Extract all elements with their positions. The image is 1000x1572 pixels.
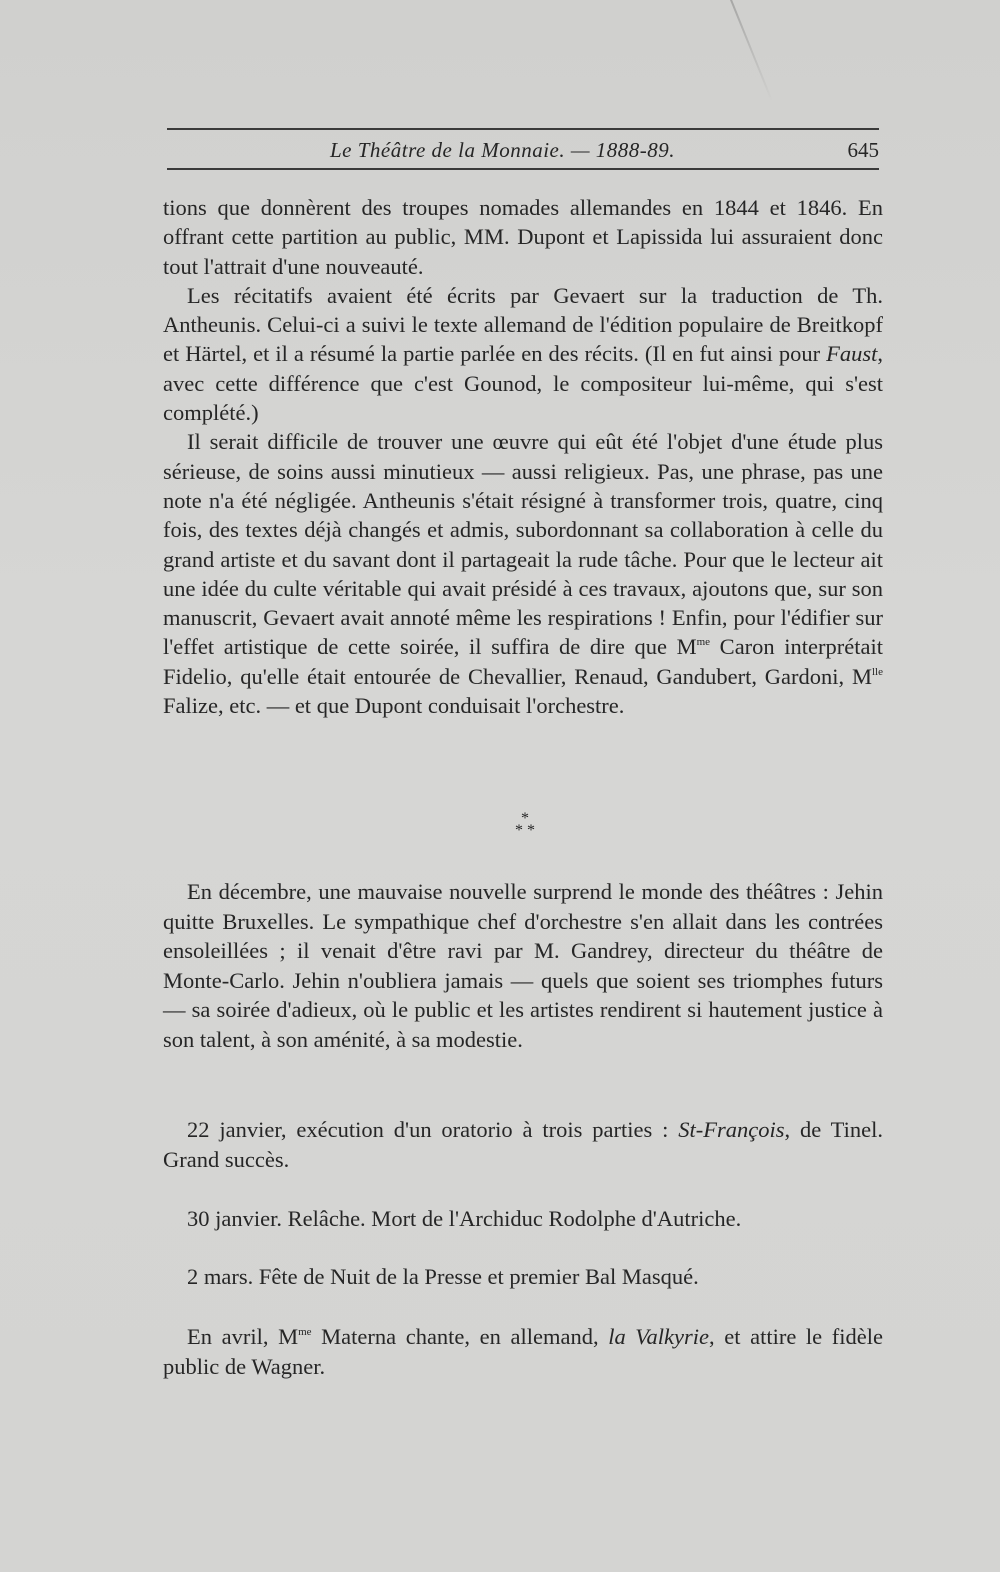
- page-scratch-mark: [730, 0, 773, 102]
- entry-text: 30 janvier. Relâche. Mort de l'Archiduc Rodolphe d'Autriche.: [187, 1206, 742, 1231]
- entry-avril: [163, 1322, 883, 1381]
- paragraph-text: Il serait difficile de trouver une œuvre qui eût été l'objet d'une étude plus sérieuse, de soins aussi minutieux — aussi religieux. Pas, une phrase, pas une note n'a été négligée. Antheunis s'était résigné à transformer trois, quatre, cinq fois, des textes déjà changés et admis, subordonnant sa collaboration à celle du grand artiste et du savant dont il partageait la rude tâche. Pour que le lecteur ait une idée du culte véritable qui avait présidé à ces travaux, ajoutons que, sur son manuscrit, Gevaert avait annoté même les respirations ! Enfin, pour l'édifier sur l'effet artistique de cette soirée, il suffira de dire que M: [163, 429, 883, 660]
- paragraph-study: [163, 427, 883, 720]
- work-title-faust: Faust: [826, 341, 878, 367]
- superscript: me: [696, 636, 711, 649]
- work-title-st-francois: St-François: [678, 1117, 785, 1142]
- paragraph-continuation: tions que donnèrent des troupes nomades allemandes en 1844 et 1846. En offrant cette partition au public, MM. Dupont et Lapissida lui assuraient donc tout l'attrait d'une nouveauté.: [163, 195, 883, 279]
- paragraph-text: , avec cette différence que c'est Gounod, le compositeur lui-même, qui s'est complété.): [163, 341, 883, 426]
- paragraph-text: Les récitatifs avaient été écrits par Gevaert sur la traduction de Th. Antheunis. Celui-ci a suivi le texte allemand de l'édition populaire de Breitkopf et Härtel, et il a résumé la partie parlée en des récits. (Il en fut ainsi pour: [163, 282, 883, 367]
- paragraph-recitatives: [163, 281, 883, 427]
- header-top-rule: [167, 128, 879, 130]
- work-title-valkyrie: la Valkyrie: [608, 1324, 710, 1349]
- entry-text: 22 janvier, exécution d'un oratorio à trois parties :: [187, 1117, 679, 1142]
- header-bottom-rule: [167, 168, 879, 170]
- entry-30-janvier: [163, 1204, 883, 1234]
- running-title: Le Théâtre de la Monnaie. — 1888-89.: [330, 138, 676, 162]
- entry-text: En avril, M: [187, 1324, 299, 1349]
- asterism-bottom: * *: [515, 822, 535, 839]
- entry-text: , de Tinel. Grand succès.: [163, 1117, 883, 1172]
- entry-text: 2 mars. Fête de Nuit de la Presse et premier Bal Masqué.: [187, 1264, 699, 1289]
- running-header: [167, 136, 879, 166]
- asterism-top: *: [521, 810, 529, 827]
- page-number: 645: [847, 138, 879, 162]
- entry-text: Materna chante, en allemand,: [311, 1324, 609, 1349]
- superscript: lle: [872, 665, 883, 678]
- superscript: me: [298, 1326, 312, 1338]
- asterism-separator: [500, 810, 550, 839]
- entry-2-mars: [163, 1262, 883, 1292]
- paragraph-text: Caron interprétait Fidelio, qu'elle était entourée de Chevallier, Renaud, Gandubert, Gardoni, M: [163, 634, 883, 689]
- december-section: [163, 877, 883, 1054]
- main-text: [163, 193, 883, 720]
- paragraph-jehin: En décembre, une mauvaise nouvelle surprend le monde des théâtres : Jehin quitte Bruxelles. Le sympathique chef d'orchestre s'en allait dans les contrées ensoleillées ; il venait d'être ravi par M. Gandrey, directeur du théâtre de Monte-Carlo. Jehin n'oubliera jamais — quels que soient ses triomphes futurs — sa soirée d'adieux, où le public et les artistes rendirent si hautement justice à son talent, à son aménité, à sa modestie.: [163, 879, 883, 1052]
- paragraph-text: Falize, etc. — et que Dupont conduisait l'orchestre.: [163, 693, 625, 719]
- entry-22-janvier: [163, 1115, 883, 1174]
- entry-text: , et attire le fidèle public de Wagner.: [163, 1324, 883, 1379]
